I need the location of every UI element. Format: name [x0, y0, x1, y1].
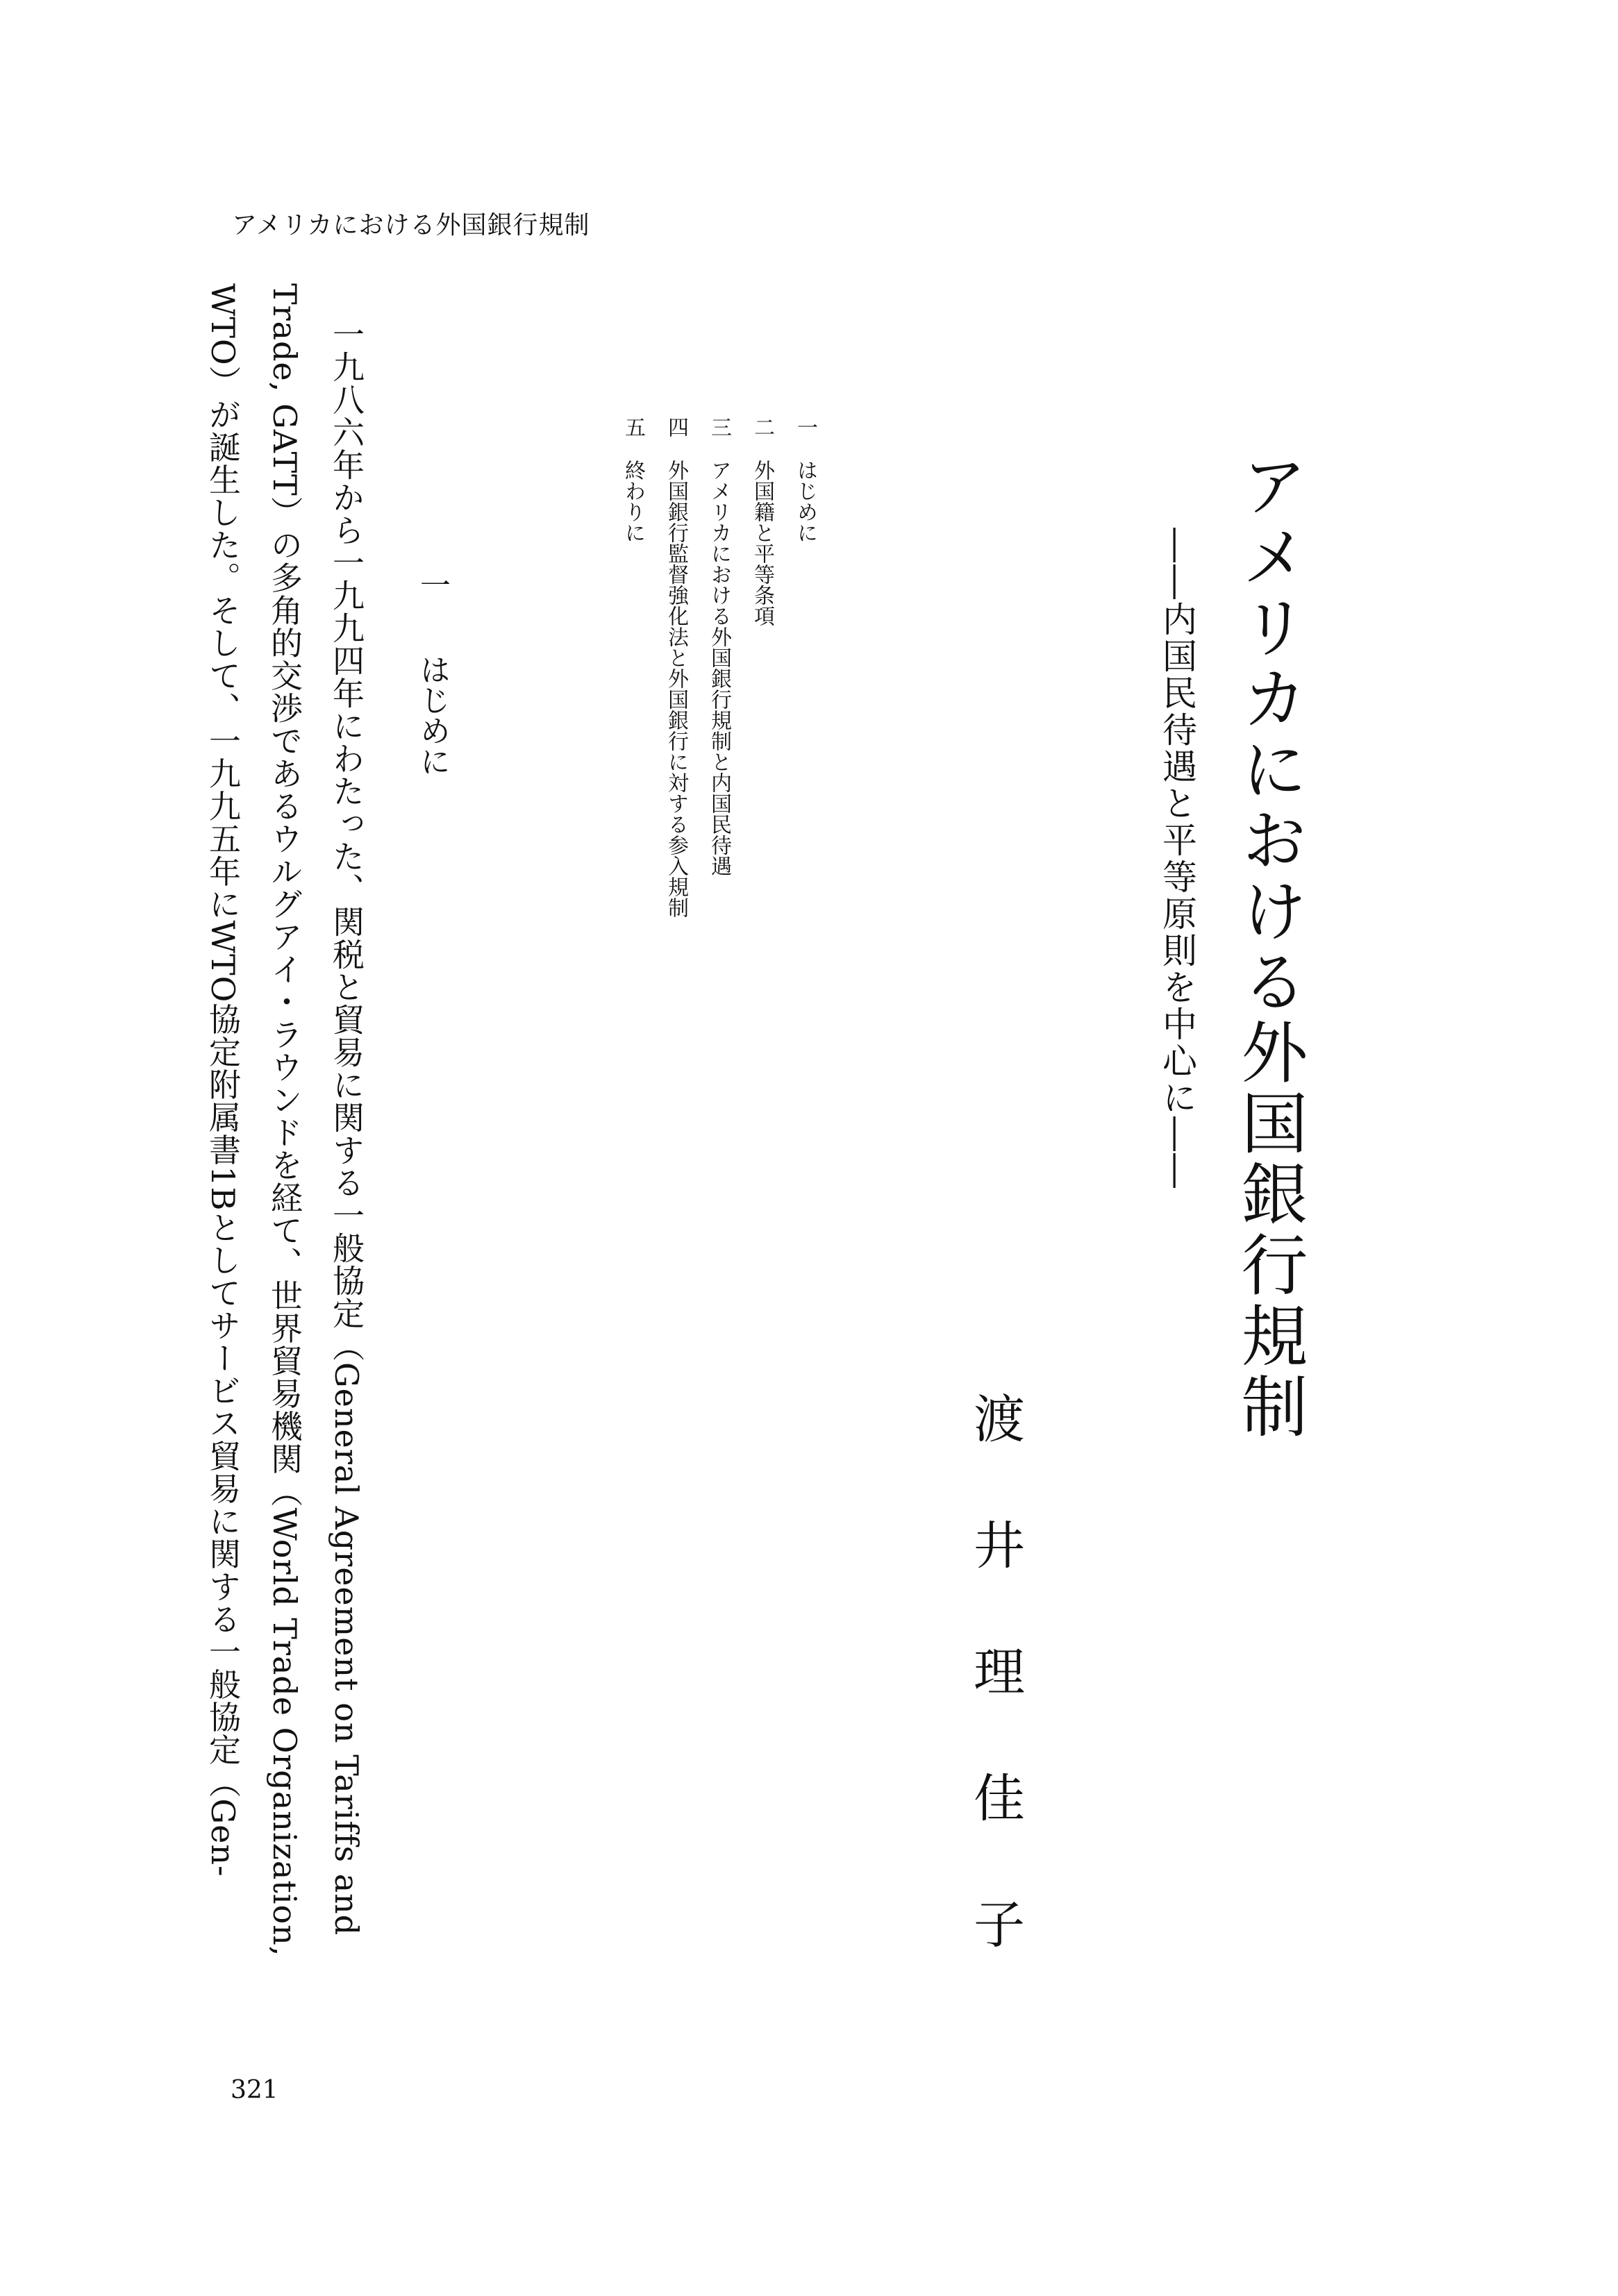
toc-item[interactable]: [654, 417, 697, 1111]
toc-item-number: 三: [707, 417, 731, 437]
running-header: アメリカにおける外国銀行規制: [232, 211, 590, 240]
body-text-line: 一九八六年から一九九四年にわたった、関税と貿易に関する一般協定（General Agreement on Tariffs and: [328, 318, 365, 1936]
toc-item-label: 外国籍と平等条項: [750, 460, 774, 626]
section-title: はじめに: [415, 654, 450, 776]
toc-item-label: はじめに: [793, 460, 817, 543]
toc-item-number: 五: [621, 417, 645, 437]
toc-item-number: 四: [664, 417, 688, 437]
article-subtitle: ――内国民待遇と平等原則を中心に――: [1157, 528, 1197, 1190]
article-title: アメリカにおける外国銀行規制: [1231, 451, 1308, 1443]
toc-item-number: 二: [750, 417, 774, 437]
toc-item[interactable]: [697, 417, 740, 1111]
toc-item-label: 外国銀行監督強化法と外国銀行に対する参入規制: [664, 460, 688, 918]
page-number: 321: [231, 2076, 278, 2104]
toc-item-number: 一: [793, 417, 817, 437]
toc-item[interactable]: [740, 417, 783, 1111]
body-text-line: Trade, GATT）の多角的交渉であるウルグアイ・ラウンドを経て、世界貿易機関（World Trade Organization,: [266, 283, 303, 1957]
section-heading: [415, 569, 450, 776]
toc-item[interactable]: [783, 417, 826, 1111]
body-text-line: WTO）が誕生した。そして、一九九五年にWTO協定附属書1Bとしてサービス貿易に関する一般協定（Gen-: [204, 283, 242, 1877]
toc-item-label: 終わりに: [621, 460, 645, 543]
toc-item[interactable]: [611, 417, 654, 1111]
table-of-contents: [597, 417, 826, 1111]
section-number: 一: [415, 569, 450, 600]
author-name: 渡井理佳子: [965, 1392, 1025, 2024]
toc-item-label: アメリカにおける外国銀行規制と内国民待遇: [707, 460, 731, 876]
